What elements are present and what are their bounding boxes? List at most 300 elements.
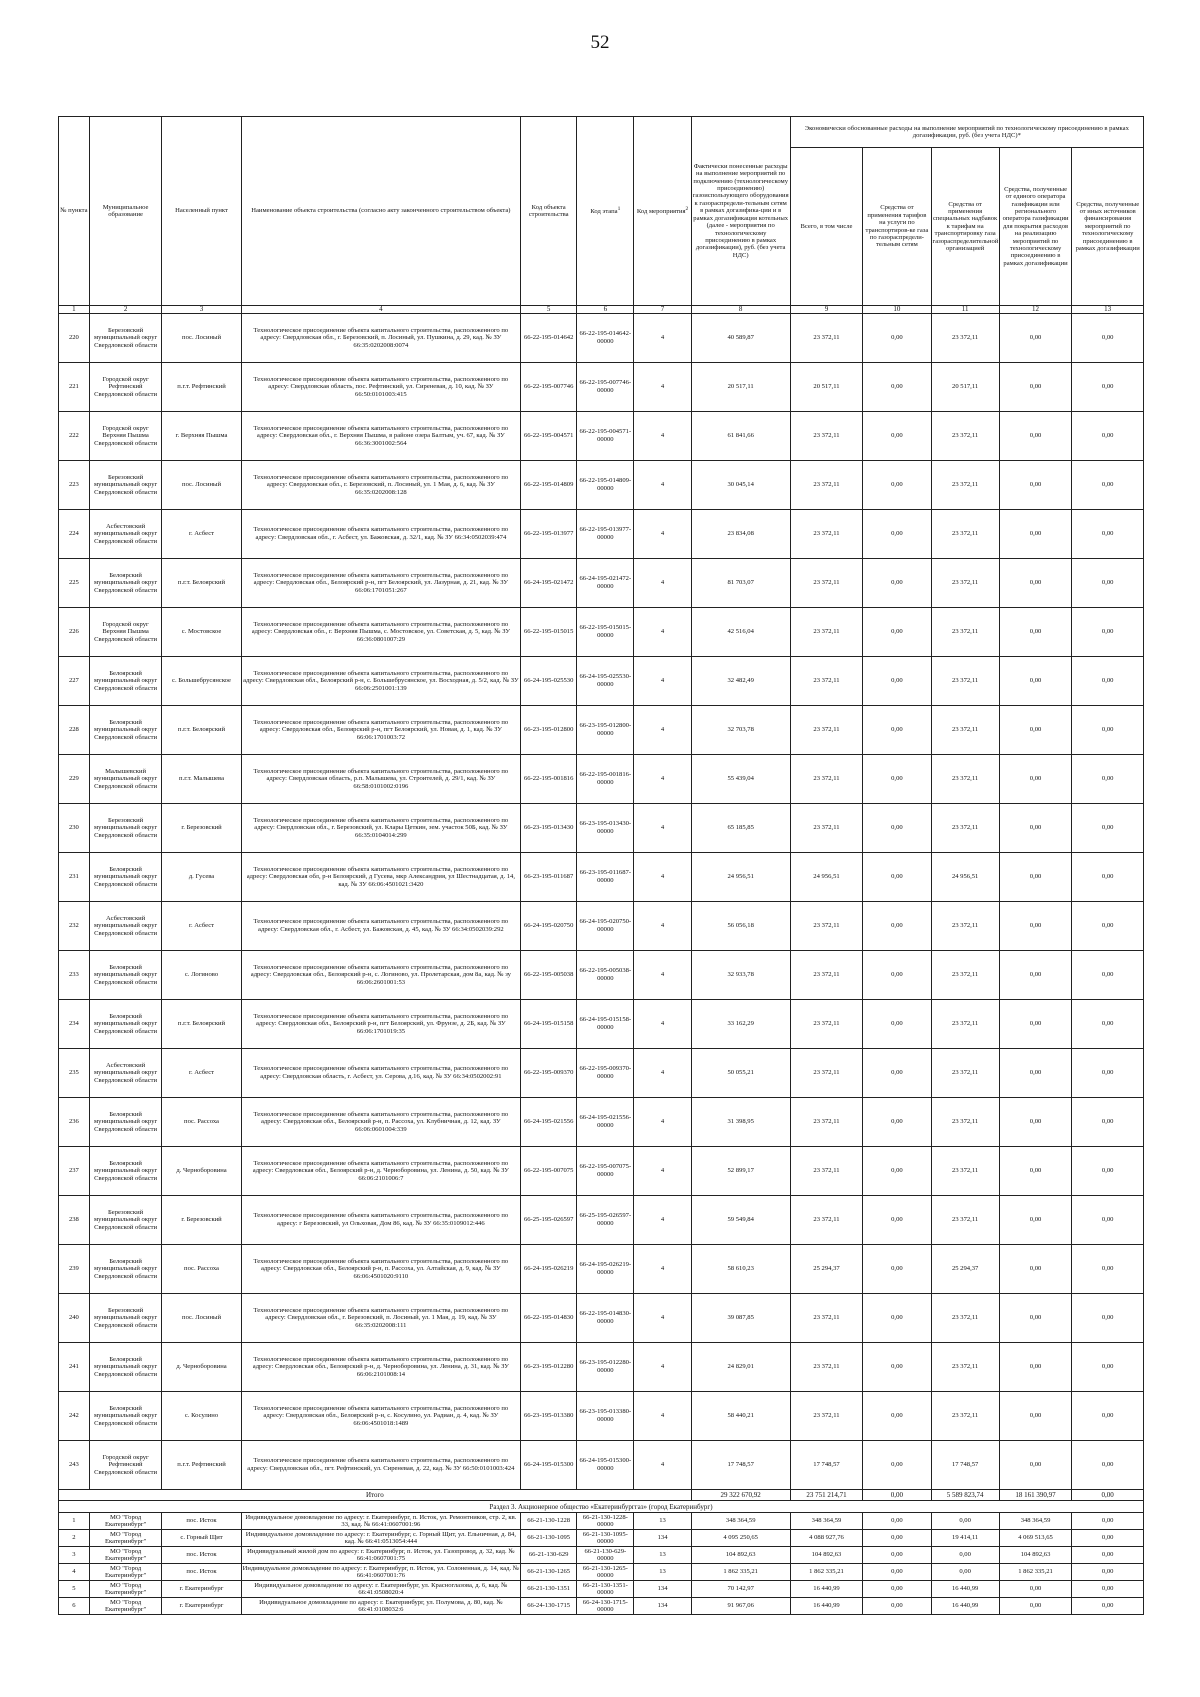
section-header-row: [59, 1501, 1144, 1513]
settlement-cell: д. Черноборовина: [162, 1343, 241, 1392]
event-code-cell: 4: [634, 1196, 691, 1245]
row-number: 225: [59, 559, 90, 608]
row-number: 237: [59, 1147, 90, 1196]
stage-code-cell: 66-22-195-009370-00000: [577, 1049, 634, 1098]
total-c8: 29 322 670,92: [691, 1490, 790, 1501]
tariff-funds-cell: 0,00: [863, 559, 931, 608]
municipality-cell: Березовский муниципальный округ Свердловской области: [89, 1196, 162, 1245]
table-row: [59, 1581, 1144, 1598]
event-code-cell: 4: [634, 1147, 691, 1196]
event-code-cell: 4: [634, 804, 691, 853]
operator-funds-cell: 0,00: [999, 314, 1072, 363]
surcharge-funds-cell: 23 372,11: [931, 461, 999, 510]
object-name-cell: Технологическое присоединение объекта капитального строительства, расположенного по адресу: Свердловская обл., Белоярский р-н, п. Рассоха, ул. Алтайская, д. 9, кад. № ЗУ 66:06:4501020:9110: [241, 1245, 520, 1294]
municipality-cell: Белоярский муниципальный округ Свердловской области: [89, 706, 162, 755]
other-funds-cell: 0,00: [1072, 1343, 1144, 1392]
object-name-cell: Технологическое присоединение объекта капитального строительства, расположенного по адресу: Свердловская обл., г. Асбест, ул. Бажовская, д. 45, кад. № ЗУ 66:34:0502039:292: [241, 902, 520, 951]
settlement-cell: г. Асбест: [162, 510, 241, 559]
object-name-cell: Технологическое присоединение объекта капитального строительства, расположенного по адресу: Свердловская обл., г. Березовский, ул. Клары Цеткин, зем. участок 50Б, кад. № ЗУ 66:35:0104014:299: [241, 804, 520, 853]
other-funds-cell: 0,00: [1072, 853, 1144, 902]
column-number: 13: [1072, 306, 1144, 314]
other-funds-cell: 0,00: [1072, 804, 1144, 853]
other-funds-cell: 0,00: [1072, 1581, 1144, 1598]
table-row: [59, 461, 1144, 510]
stage-code-cell: 66-24-195-025530-00000: [577, 657, 634, 706]
municipality-cell: Белоярский муниципальный округ Свердловской области: [89, 853, 162, 902]
tariff-funds-cell: 0,00: [863, 1294, 931, 1343]
object-code-cell: 66-21-130-1228: [521, 1513, 577, 1530]
gasification-table: [58, 116, 1144, 1615]
table-row: [59, 559, 1144, 608]
table-row: [59, 1294, 1144, 1343]
object-name-cell: Технологическое присоединение объекта капитального строительства, расположенного по адресу: Свердловская обл., Белоярский р-н, д. Черноборовина, ул. Ленина, д. 50, кад. № ЗУ 66:06:2101006:7: [241, 1147, 520, 1196]
column-number: 4: [241, 306, 520, 314]
other-funds-cell: 0,00: [1072, 1245, 1144, 1294]
object-code-cell: 66-24-195-020750: [521, 902, 577, 951]
surcharge-funds-cell: 23 372,11: [931, 1049, 999, 1098]
tariff-funds-cell: 0,00: [863, 1245, 931, 1294]
row-number: 231: [59, 853, 90, 902]
event-code-cell: 4: [634, 559, 691, 608]
object-name-cell: Технологическое присоединение объекта капитального строительства, расположенного по адресу: Свердловская обл., г. Березовский, п. Лосиный, ул. 1 Мая, д. 6, кад. № ЗУ 66:35:0202008:128: [241, 461, 520, 510]
row-number: 228: [59, 706, 90, 755]
municipality-cell: Белоярский муниципальный округ Свердловской области: [89, 657, 162, 706]
municipality-cell: МО "Город Екатеринбург": [89, 1564, 162, 1581]
other-funds-cell: 0,00: [1072, 510, 1144, 559]
actual-costs-cell: 70 142,97: [691, 1581, 790, 1598]
object-code-cell: 66-24-195-015300: [521, 1441, 577, 1490]
row-number: 224: [59, 510, 90, 559]
other-funds-cell: 0,00: [1072, 559, 1144, 608]
table-row: [59, 1049, 1144, 1098]
event-code-cell: 4: [634, 412, 691, 461]
tariff-funds-cell: 0,00: [863, 1547, 931, 1564]
event-code-cell: 4: [634, 951, 691, 1000]
settlement-cell: г. Березовский: [162, 804, 241, 853]
table-row: [59, 1547, 1144, 1564]
settlement-cell: пос. Лосиный: [162, 314, 241, 363]
object-name-cell: Технологическое присоединение объекта капитального строительства, расположенного по адресу: Свердловская обл., Белоярский р-н, с. Логиново, ул. Пролетарская, дом 8а, кад. № зу 66:06:2601001:53: [241, 951, 520, 1000]
total-incl-cell: 23 372,11: [790, 559, 863, 608]
surcharge-funds-cell: 23 372,11: [931, 755, 999, 804]
tariff-funds-cell: 0,00: [863, 804, 931, 853]
row-number: 223: [59, 461, 90, 510]
stage-code-cell: 66-23-195-012800-00000: [577, 706, 634, 755]
object-name-cell: Технологическое присоединение объекта капитального строительства, расположенного по адресу: Свердловская обл., Белоярский р-н, д. Черноборовина, ул. Ленина, д. 31, кад. № ЗУ 66:06:2101008:14: [241, 1343, 520, 1392]
stage-code-cell: 66-22-195-014642-00000: [577, 314, 634, 363]
event-code-cell: 4: [634, 1392, 691, 1441]
stage-code-cell: 66-22-195-013977-00000: [577, 510, 634, 559]
settlement-cell: пос. Исток: [162, 1547, 241, 1564]
actual-costs-cell: 104 892,63: [691, 1547, 790, 1564]
other-funds-cell: 0,00: [1072, 363, 1144, 412]
surcharge-funds-cell: 23 372,11: [931, 510, 999, 559]
row-number: 3: [59, 1547, 90, 1564]
other-funds-cell: 0,00: [1072, 1547, 1144, 1564]
surcharge-funds-cell: 23 372,11: [931, 1294, 999, 1343]
actual-costs-cell: 32 482,49: [691, 657, 790, 706]
total-incl-cell: 23 372,11: [790, 1000, 863, 1049]
settlement-cell: п.г.т. Малышева: [162, 755, 241, 804]
actual-costs-cell: 40 589,87: [691, 314, 790, 363]
object-code-cell: 66-24-195-025530: [521, 657, 577, 706]
municipality-cell: Белоярский муниципальный округ Свердловской области: [89, 1147, 162, 1196]
object-code-cell: 66-21-130-629: [521, 1547, 577, 1564]
tariff-funds-cell: 0,00: [863, 755, 931, 804]
municipality-cell: Белоярский муниципальный округ Свердловской области: [89, 951, 162, 1000]
surcharge-funds-cell: 23 372,11: [931, 902, 999, 951]
event-code-cell: 4: [634, 657, 691, 706]
operator-funds-cell: 0,00: [999, 608, 1072, 657]
event-code-cell: 4: [634, 1098, 691, 1147]
settlement-cell: г. Екатеринбург: [162, 1581, 241, 1598]
total-incl-cell: 16 440,99: [790, 1598, 863, 1615]
other-funds-cell: 0,00: [1072, 1147, 1144, 1196]
object-name-cell: Технологическое присоединение объекта капитального строительства, расположенного по адресу: Свердловская обл, р-н Белоярский, д Гусева, мкр Александрия, ул Шестнадцатая, д. 14, кад. № ЗУ 66:06:4501021:3420: [241, 853, 520, 902]
tariff-funds-cell: 0,00: [863, 608, 931, 657]
header-actual-costs: Фактически понесенные расходы на выполнение мероприятий по подключению (технологическому присоединению) газоиспользующего оборудования к газораспредели-тельным сетям в рамках догазифика-ции и в рамках догазификация котельных (далее - мероприятия по технологическому присоединению в рамках догазификации), руб. (без учета НДС): [691, 117, 790, 306]
event-code-cell: 4: [634, 314, 691, 363]
surcharge-funds-cell: 23 372,11: [931, 1147, 999, 1196]
object-code-cell: 66-23-195-012800: [521, 706, 577, 755]
event-code-cell: 4: [634, 755, 691, 804]
other-funds-cell: 0,00: [1072, 1392, 1144, 1441]
operator-funds-cell: 104 892,63: [999, 1547, 1072, 1564]
municipality-cell: Белоярский муниципальный округ Свердловской области: [89, 1343, 162, 1392]
row-number: 229: [59, 755, 90, 804]
table-row: [59, 1441, 1144, 1490]
actual-costs-cell: 32 933,78: [691, 951, 790, 1000]
table-row: [59, 657, 1144, 706]
settlement-cell: г. Асбест: [162, 902, 241, 951]
event-code-cell: 4: [634, 1343, 691, 1392]
object-code-cell: 66-21-130-1351: [521, 1581, 577, 1598]
total-c10: 0,00: [863, 1490, 931, 1501]
table-row: [59, 412, 1144, 461]
table-row: [59, 1392, 1144, 1441]
table-row: [59, 755, 1144, 804]
object-name-cell: Технологическое присоединение объекта капитального строительства, расположенного по адресу: Свердловская обл., г. Березовский, п. Лосиный, ул. Пушкина, д. 29, кад. № ЗУ 66:35:0202008:0074: [241, 314, 520, 363]
tariff-funds-cell: 0,00: [863, 1196, 931, 1245]
object-name-cell: Технологическое присоединение объекта капитального строительства, расположенного по адресу: Свердловская обл., Белоярский р-н, с. Большебрусянское, ул. Восходная, д. 5/2, кад. № ЗУ 66:06:2501001:139: [241, 657, 520, 706]
object-name-cell: Технологическое присоединение объекта капитального строительства, расположенного по адресу: Свердловская область, г. Асбест, ул. Серова, д.16, кад. № ЗУ 66:34:0502002:91: [241, 1049, 520, 1098]
other-funds-cell: 0,00: [1072, 461, 1144, 510]
total-c13: 0,00: [1072, 1490, 1144, 1501]
settlement-cell: пос. Исток: [162, 1513, 241, 1530]
actual-costs-cell: 348 364,59: [691, 1513, 790, 1530]
total-incl-cell: 23 372,11: [790, 1147, 863, 1196]
object-code-cell: 66-24-195-021472: [521, 559, 577, 608]
header-settlement: Населенный пункт: [162, 117, 241, 306]
municipality-cell: Березовский муниципальный округ Свердловской области: [89, 461, 162, 510]
object-name-cell: Индивидуальное домовладение по адресу: г. Екатеринбург, ул. Полумова, д. 80, кад. № 66:41:0108032:6: [241, 1598, 520, 1615]
other-funds-cell: 0,00: [1072, 1294, 1144, 1343]
actual-costs-cell: 33 162,29: [691, 1000, 790, 1049]
stage-code-cell: 66-22-195-014809-00000: [577, 461, 634, 510]
column-number: 11: [931, 306, 999, 314]
actual-costs-cell: 30 045,14: [691, 461, 790, 510]
settlement-cell: пос. Исток: [162, 1564, 241, 1581]
other-funds-cell: 0,00: [1072, 755, 1144, 804]
object-code-cell: 66-21-130-1265: [521, 1564, 577, 1581]
tariff-funds-cell: 0,00: [863, 1564, 931, 1581]
settlement-cell: с. Косулино: [162, 1392, 241, 1441]
header-stage-code: Код этапа$^1$: [577, 117, 634, 306]
object-name-cell: Технологическое присоединение объекта капитального строительства, расположенного по адресу: Свердловская обл., Белоярский р-н, п. Рассоха, ул. Клубничная, д. 12, кад. ЗУ 66:06:0601004:339: [241, 1098, 520, 1147]
actual-costs-cell: 1 862 335,21: [691, 1564, 790, 1581]
row-number: 227: [59, 657, 90, 706]
surcharge-funds-cell: 23 372,11: [931, 1000, 999, 1049]
event-code-cell: 4: [634, 1294, 691, 1343]
surcharge-funds-cell: 23 372,11: [931, 559, 999, 608]
tariff-funds-cell: 0,00: [863, 657, 931, 706]
total-incl-cell: 104 892,63: [790, 1547, 863, 1564]
event-code-cell: 4: [634, 853, 691, 902]
column-number: 8: [691, 306, 790, 314]
stage-code-cell: 66-22-195-001816-00000: [577, 755, 634, 804]
event-code-cell: 4: [634, 363, 691, 412]
total-incl-cell: 23 372,11: [790, 1294, 863, 1343]
header-num: № пункта: [59, 117, 90, 306]
header-tariff-funds: Средства от применения тарифов на услуги по транспортиров-ке газа по газораспредели-тельным сетям: [863, 148, 931, 306]
total-incl-cell: 348 364,59: [790, 1513, 863, 1530]
column-numbers-row: [59, 306, 1144, 314]
settlement-cell: с. Логиново: [162, 951, 241, 1000]
total-incl-cell: 23 372,11: [790, 1098, 863, 1147]
operator-funds-cell: 0,00: [999, 1581, 1072, 1598]
tariff-funds-cell: 0,00: [863, 1441, 931, 1490]
operator-funds-cell: 0,00: [999, 1245, 1072, 1294]
event-code-cell: 134: [634, 1581, 691, 1598]
section-title: Раздел 3. Акционерное общество «Екатеринбурггаз» (город Екатеринбург): [59, 1501, 1144, 1513]
tariff-funds-cell: 0,00: [863, 1343, 931, 1392]
municipality-cell: Городской округ Рефтинский Свердловской области: [89, 363, 162, 412]
event-code-cell: 134: [634, 1598, 691, 1615]
other-funds-cell: 0,00: [1072, 314, 1144, 363]
tariff-funds-cell: 0,00: [863, 314, 931, 363]
header-object-name: Наименование объекта строительства (согласно акту законченного строительством объекта): [241, 117, 520, 306]
table-row: [59, 706, 1144, 755]
surcharge-funds-cell: 24 956,51: [931, 853, 999, 902]
actual-costs-cell: 32 703,78: [691, 706, 790, 755]
stage-code-cell: 66-21-130-1095-00000: [577, 1530, 634, 1547]
stage-code-cell: 66-24-195-026219-00000: [577, 1245, 634, 1294]
municipality-cell: Березовский муниципальный округ Свердловской области: [89, 1294, 162, 1343]
surcharge-funds-cell: 23 372,11: [931, 951, 999, 1000]
table-row: [59, 1245, 1144, 1294]
row-number: 234: [59, 1000, 90, 1049]
row-number: 239: [59, 1245, 90, 1294]
municipality-cell: Белоярский муниципальный округ Свердловской области: [89, 1098, 162, 1147]
surcharge-funds-cell: 23 372,11: [931, 1098, 999, 1147]
row-number: 221: [59, 363, 90, 412]
event-code-cell: 4: [634, 1049, 691, 1098]
actual-costs-cell: 56 056,18: [691, 902, 790, 951]
event-code-cell: 4: [634, 1000, 691, 1049]
operator-funds-cell: 0,00: [999, 804, 1072, 853]
stage-code-cell: 66-25-195-026597-00000: [577, 1196, 634, 1245]
table-row: [59, 1564, 1144, 1581]
settlement-cell: п.г.т. Белоярский: [162, 559, 241, 608]
settlement-cell: пос. Рассоха: [162, 1245, 241, 1294]
header-other-funds: Средства, полученные от иных источников финансирования мероприятий по технологическому присоединению в рамках догазификации: [1072, 148, 1144, 306]
stage-code-cell: 66-22-195-015015-00000: [577, 608, 634, 657]
object-name-cell: Технологическое присоединение объекта капитального строительства, расположенного по адресу: Свердловская область, р.п. Малышева, ул. Строителей, д. 29/1, кад. № ЗУ 66:58:0101002:0196: [241, 755, 520, 804]
actual-costs-cell: 58 440,21: [691, 1392, 790, 1441]
municipality-cell: Белоярский муниципальный округ Свердловской области: [89, 1392, 162, 1441]
stage-code-cell: 66-21-130-1265-00000: [577, 1564, 634, 1581]
table-row: [59, 363, 1144, 412]
row-number: 242: [59, 1392, 90, 1441]
row-number: 1: [59, 1513, 90, 1530]
object-name-cell: Технологическое присоединение объекта капитального строительства, расположенного по адресу: Свердловская обл., Белоярский р-н, пгт Белоярский, ул. Фрунзе, д. 2Б, кад. № ЗУ 66:06:1701019:35: [241, 1000, 520, 1049]
other-funds-cell: 0,00: [1072, 412, 1144, 461]
object-name-cell: Технологическое присоединение объекта капитального строительства, расположенного по адресу: Свердловская обл., Белоярский р-н, пгт Белоярский, ул. Лазурная, д. 21, кад. № ЗУ 66:06:1701051:267: [241, 559, 520, 608]
surcharge-funds-cell: 23 372,11: [931, 1196, 999, 1245]
surcharge-funds-cell: 20 517,11: [931, 363, 999, 412]
surcharge-funds-cell: 23 372,11: [931, 706, 999, 755]
table-row: [59, 1147, 1144, 1196]
table-row: [59, 853, 1144, 902]
object-code-cell: 66-23-195-011687: [521, 853, 577, 902]
surcharge-funds-cell: 0,00: [931, 1547, 999, 1564]
tariff-funds-cell: 0,00: [863, 412, 931, 461]
event-code-cell: 4: [634, 902, 691, 951]
object-code-cell: 66-24-195-021556: [521, 1098, 577, 1147]
surcharge-funds-cell: 23 372,11: [931, 657, 999, 706]
municipality-cell: Городской округ Верхняя Пышма Свердловской области: [89, 608, 162, 657]
object-code-cell: 66-22-195-007075: [521, 1147, 577, 1196]
municipality-cell: Малышевский муниципальный округ Свердловской области: [89, 755, 162, 804]
operator-funds-cell: 0,00: [999, 1000, 1072, 1049]
object-name-cell: Технологическое присоединение объекта капитального строительства, расположенного по адресу: Свердловская обл., пгт. Рефтинский, ул. Сиреневая, д. 22, кад. № ЗУ 66:50:0101003:424: [241, 1441, 520, 1490]
other-funds-cell: 0,00: [1072, 1000, 1144, 1049]
surcharge-funds-cell: 0,00: [931, 1564, 999, 1581]
stage-code-cell: 66-22-195-007075-00000: [577, 1147, 634, 1196]
table-row: [59, 1530, 1144, 1547]
operator-funds-cell: 1 862 335,21: [999, 1564, 1072, 1581]
object-code-cell: 66-24-130-1715: [521, 1598, 577, 1615]
other-funds-cell: 0,00: [1072, 1049, 1144, 1098]
table-row: [59, 1196, 1144, 1245]
municipality-cell: Асбестовский муниципальный округ Свердловской области: [89, 1049, 162, 1098]
event-code-cell: 4: [634, 461, 691, 510]
object-code-cell: 66-25-195-026597: [521, 1196, 577, 1245]
column-number: 3: [162, 306, 241, 314]
object-code-cell: 66-21-130-1095: [521, 1530, 577, 1547]
operator-funds-cell: 0,00: [999, 902, 1072, 951]
tariff-funds-cell: 0,00: [863, 1000, 931, 1049]
total-incl-cell: 20 517,11: [790, 363, 863, 412]
municipality-cell: Белоярский муниципальный округ Свердловской области: [89, 1000, 162, 1049]
surcharge-funds-cell: 23 372,11: [931, 1392, 999, 1441]
row-number: 238: [59, 1196, 90, 1245]
tariff-funds-cell: 0,00: [863, 1049, 931, 1098]
other-funds-cell: 0,00: [1072, 1564, 1144, 1581]
municipality-cell: Городской округ Рефтинский Свердловской области: [89, 1441, 162, 1490]
object-name-cell: Индивидуальное домовладение по адресу: г. Екатеринбург, п. Исток, ул. Солоненная, д. 14, кад. № 66:41:0607001:76: [242, 1564, 520, 1579]
actual-costs-cell: 39 087,85: [691, 1294, 790, 1343]
column-number: 2: [89, 306, 162, 314]
tariff-funds-cell: 0,00: [863, 1513, 931, 1530]
other-funds-cell: 0,00: [1072, 608, 1144, 657]
object-code-cell: 66-22-195-013977: [521, 510, 577, 559]
total-incl-cell: 23 372,11: [790, 902, 863, 951]
object-name-cell: Технологическое присоединение объекта капитального строительства, расположенного по адресу: Свердловская обл., г. Березовский, п. Лосиный, ул. 1 Мая, д. 19, кад. № ЗУ 66:35:0202008:111: [241, 1294, 520, 1343]
municipality-cell: Асбестовский муниципальный округ Свердловской области: [89, 902, 162, 951]
municipality-cell: МО "Город Екатеринбург": [89, 1598, 162, 1615]
operator-funds-cell: 0,00: [999, 1598, 1072, 1615]
other-funds-cell: 0,00: [1072, 902, 1144, 951]
actual-costs-cell: 24 829,01: [691, 1343, 790, 1392]
actual-costs-cell: 20 517,11: [691, 363, 790, 412]
settlement-cell: г. Екатеринбург: [162, 1598, 241, 1615]
table-row: [59, 1000, 1144, 1049]
surcharge-funds-cell: 23 372,11: [931, 804, 999, 853]
total-row: [59, 1490, 1144, 1501]
stage-code-cell: 66-24-130-1715-00000: [577, 1598, 634, 1615]
object-name-cell: Технологическое присоединение объекта капитального строительства, расположенного по адресу: Свердловская обл., г. Асбест, ул. Бажовская, д. 32/1, кад. № ЗУ 66:34:0502039:474: [241, 510, 520, 559]
tariff-funds-cell: 0,00: [863, 1392, 931, 1441]
settlement-cell: п.г.т. Белоярский: [162, 706, 241, 755]
object-name-cell: Технологическое присоединение объекта капитального строительства, расположенного по адресу: Свердловская обл., Белоярский р-н, пгт Белоярский, ул. Новая, д. 1, кад. № ЗУ 66:06:1701003:72: [241, 706, 520, 755]
header-event-code: Код мероприятия$^2$: [634, 117, 691, 306]
total-incl-cell: 23 372,11: [790, 1343, 863, 1392]
stage-code-cell: 66-24-195-021556-00000: [577, 1098, 634, 1147]
actual-costs-cell: 4 095 250,65: [691, 1530, 790, 1547]
surcharge-funds-cell: 16 440,99: [931, 1581, 999, 1598]
table-body: [59, 306, 1144, 1615]
total-incl-cell: 23 372,11: [790, 804, 863, 853]
settlement-cell: г. Верхняя Пышма: [162, 412, 241, 461]
settlement-cell: пос. Рассоха: [162, 1098, 241, 1147]
header-total-incl: Всего, в том числе: [790, 148, 863, 306]
row-number: 241: [59, 1343, 90, 1392]
actual-costs-cell: 81 703,07: [691, 559, 790, 608]
surcharge-funds-cell: 25 294,37: [931, 1245, 999, 1294]
table-row: [59, 314, 1144, 363]
settlement-cell: пос. Лосиный: [162, 461, 241, 510]
header-group-title: Экономически обоснованные расходы на выполнение мероприятий по технологическому присоединению в рамках догазификации, руб. (без учета НДС)*: [790, 117, 1143, 148]
municipality-cell: Белоярский муниципальный округ Свердловской области: [89, 559, 162, 608]
total-incl-cell: 23 372,11: [790, 1049, 863, 1098]
total-c9: 23 751 214,71: [790, 1490, 863, 1501]
operator-funds-cell: 0,00: [999, 1294, 1072, 1343]
column-number: 6: [577, 306, 634, 314]
settlement-cell: д. Черноборовина: [162, 1147, 241, 1196]
total-incl-cell: 23 372,11: [790, 461, 863, 510]
actual-costs-cell: 24 956,51: [691, 853, 790, 902]
tariff-funds-cell: 0,00: [863, 706, 931, 755]
total-incl-cell: 23 372,11: [790, 608, 863, 657]
object-code-cell: 66-22-195-014830: [521, 1294, 577, 1343]
event-code-cell: 134: [634, 1530, 691, 1547]
row-number: 5: [59, 1581, 90, 1598]
municipality-cell: Белоярский муниципальный округ Свердловской области: [89, 1245, 162, 1294]
table-row: [59, 510, 1144, 559]
surcharge-funds-cell: 23 372,11: [931, 314, 999, 363]
settlement-cell: с. Большебрусянское: [162, 657, 241, 706]
tariff-funds-cell: 0,00: [863, 1147, 931, 1196]
row-number: 2: [59, 1530, 90, 1547]
other-funds-cell: 0,00: [1072, 1098, 1144, 1147]
total-incl-cell: 23 372,11: [790, 1392, 863, 1441]
total-incl-cell: 1 862 335,21: [790, 1564, 863, 1581]
operator-funds-cell: 0,00: [999, 1196, 1072, 1245]
other-funds-cell: 0,00: [1072, 706, 1144, 755]
tariff-funds-cell: 0,00: [863, 951, 931, 1000]
surcharge-funds-cell: 23 372,11: [931, 608, 999, 657]
